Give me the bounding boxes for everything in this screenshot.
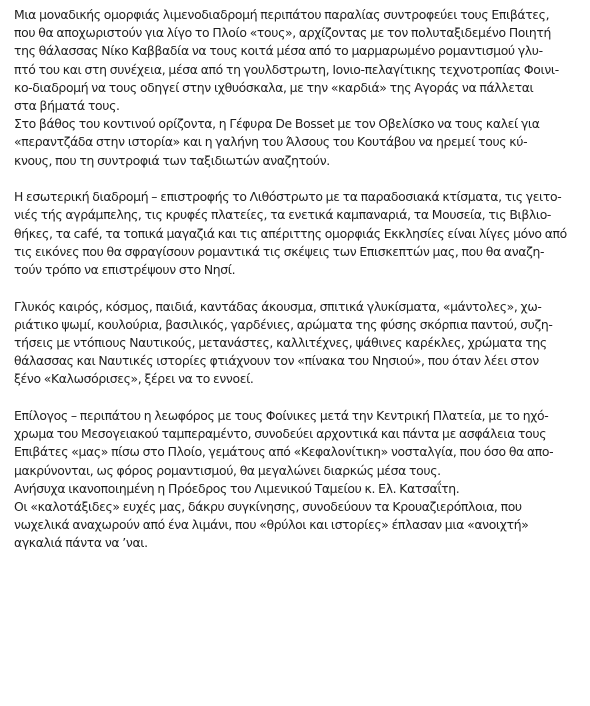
text-line: Μια μοναδικής ομορφιάς λιμενοδιαδρομή περιπάτου παραλίας συντροφεύει τους Επιβάτες, [14, 7, 550, 22]
paragraph [14, 6, 582, 115]
text-line: κνους, που τη συντροφιά των ταξιδιωτών αναζητούν. [14, 152, 330, 168]
text-line: Οι «καλοτάξιδες» ευχές μας, δάκρυ συγκίνησης, συνοδεύουν τα Κρουαζιερόπλοια, που [14, 499, 522, 514]
text-line: τις εικόνες που θα σφραγίσουν ρομαντικά τις σκέψεις των Επισκεπτών μας, που θα αναζη- [14, 243, 545, 259]
text-line: χρωμα του Μεσογειακού ταμπεραμέντο, συνοδεύει αρχοντικά και πάντα με ασφάλεια τους [14, 426, 547, 442]
text-line: Επίλογος – περιπάτου η λεωφόρος με τους Φοίνικες μετά την Κεντρική Πλατεία, με το ηχό- [14, 408, 549, 424]
text-line: Επιβάτες «μας» πίσω στο Πλοίο, γεμάτους από «Κεφαλονίτικη» νοσταλγία, που όσο θα απο- [14, 444, 554, 460]
text-line: κο-διαδρομή να τους οδηγεί στην ιχθυόσκαλα, με την «καρδιά» της Αγοράς να πάλλεται [14, 79, 534, 95]
paragraph-spacer [14, 170, 582, 189]
text-line: της θάλασσας Νίκο Καββαδία να τους κοιτά μέσα από το μαρμαρωμένο ρομαντισμού γλυ- [14, 43, 543, 59]
text-line: νωχελικά αναχωρούν από ένα λιμάνι, που «θρύλοι και ιστορίες» έπλασαν μια «ανοιχτή» [14, 517, 529, 533]
text-line: αγκαλιά πάντα να ’ναι. [14, 535, 148, 551]
text-line: ριάτικο ψωμί, κουλούρια, βασιλικός, γαρδένιες, αρώματα της φύσης σκόρπια παντού, συζη- [14, 316, 553, 332]
text-line: μακρύνονται, ως φόρος ρομαντισμού, θα μεγαλώνει διαρκώς μέσα τους. [14, 462, 441, 478]
paragraph [14, 115, 582, 170]
text-line: Γλυκός καιρός, κόσμος, παιδιά, καντάδας άκουσμα, σπιτικά γλυκίσματα, «μάντολες», χω- [14, 298, 542, 314]
text-line: «περαντζάδα στην ιστορία» και η γαλήνη του Άλσους του Κουτάβου να ηρεμεί τους κύ- [14, 134, 528, 150]
paragraph [14, 407, 582, 480]
text-line: τούν τρόπο να επιστρέψουν στο Νησί. [14, 261, 236, 277]
text-line: Ανήσυχα ικανοποιημένη η Πρόεδρος του Λιμενικού Ταμείου κ. Ελ. Κατσαΐτη. [14, 480, 460, 496]
text-line: Στο βάθος του κοντινού ορίζοντα, η Γέφυρα De Bosset με τον Οβελίσκο να τους καλεί για [14, 116, 540, 132]
text-line: τήσεις με ντόπιους Ναυτικούς, μετανάστες, καλλιτέχνες, ψάθινες καρέκλες, χρώματα της [14, 335, 547, 350]
paragraph [14, 298, 582, 389]
paragraph [14, 188, 582, 279]
paragraph [14, 498, 582, 553]
text-line: νιές τής αγράμπελης, τις κρυφές πλατείες, τα ενετικά καμπαναριά, τα Μουσεία, τις Βιβλιο- [14, 207, 552, 223]
text-line: ξένο «Καλωσόρισες», ξέρει να το εννοεί. [14, 371, 254, 387]
document-body [14, 6, 582, 553]
text-line: θήκες, τα café, τα τοπικά μαγαζιά και τις απέριττης ομορφιάς Εκκλησίες είναι λίγες μόνο από [14, 225, 567, 241]
paragraph-spacer [14, 279, 582, 298]
text-line: που θα αποχωριστούν για λίγο το Πλοίο «τους», αρχίζοντας με τον πολυταξιδεμένο Ποιητή [14, 25, 551, 41]
text-line: Η εσωτερική διαδρομή – επιστροφής το Λιθόστρωτο με τα παραδοσιακά κτίσματα, τις γειτο- [14, 189, 562, 205]
text-line: θάλασσας και Ναυτικές ιστορίες φτιάχνουν τον «πίνακα του Νησιού», που όταν λέει στον [14, 353, 539, 369]
text-line: στα βήματά τους. [14, 97, 120, 113]
text-line: πτό του και στη συνέχεια, μέσα από τη γουλδστρωτη, Ιονιο-πελαγίτικης τεχνοτροπίας Φοινι- [14, 61, 559, 77]
paragraph-spacer [14, 389, 582, 408]
paragraph [14, 480, 582, 498]
